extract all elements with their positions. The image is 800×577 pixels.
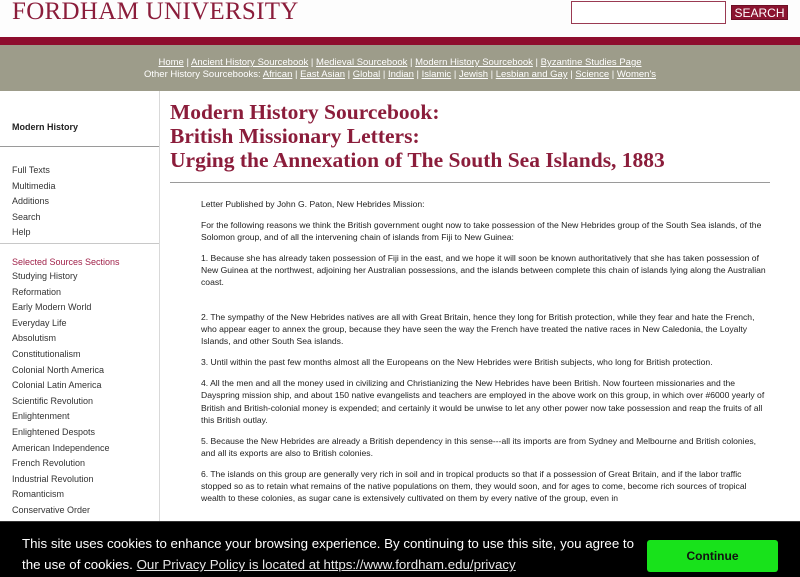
- sidebar-divider: [0, 243, 159, 244]
- reason-paragraph: 6. The islands on this group are generally very rich in soil and in tropical products so that if a possession of Great Britain, and if the labor traffic stopped so as to retain what remains of the native populations on them, they would soon, and for ages to come, become rich sources of tropical wealth to these colonies, as sugar cane is extensively cultivated on them by every native of the group, even in: [201, 468, 747, 504]
- nav-link-medieval[interactable]: Medieval Sourcebook: [316, 57, 408, 68]
- page-title-line: Urging the Annexation of The South Sea Islands, 1883: [170, 148, 665, 172]
- sidebar-section-constitutionalism[interactable]: Constitutionalism: [12, 348, 81, 359]
- reason-paragraph: 3. Until within the past few months almost all the Europeans on the New Hebrides were British subjects, who long for British protection.: [201, 357, 713, 368]
- nav-link-science[interactable]: Science: [575, 69, 610, 80]
- site-header: [0, 0, 800, 37]
- nav-separator: |: [567, 69, 576, 80]
- reason-paragraph: 1. Because she has already taken possession of Fiji in the east, and we hope it will soon be known authoritatively that she has taken possession of New Guinea at the northwest, adjoining her Australian possessions, and the islands between complete this chain of islands lying along the Australian coast.: [201, 252, 766, 288]
- sidebar-menu: [12, 163, 56, 241]
- sidebar-section-reformation[interactable]: Reformation: [12, 286, 62, 297]
- nav-separator: |: [183, 57, 192, 68]
- sidebar-item-help[interactable]: Help: [12, 227, 31, 237]
- sidebar-section-conservative-order[interactable]: Conservative Order: [12, 504, 91, 515]
- sidebar-item-additions[interactable]: Additions: [12, 196, 50, 206]
- sidebar-section-industrial-revolution[interactable]: Industrial Revolution: [12, 473, 94, 484]
- sidebar-section-romanticism[interactable]: Romanticism: [12, 489, 65, 500]
- nav-row-other: [0, 69, 800, 81]
- sourcebook-nav: [0, 45, 800, 91]
- document-body: [201, 198, 771, 513]
- nav-separator: |: [487, 69, 496, 80]
- nav-separator: |: [413, 69, 422, 80]
- continue-button[interactable]: Continue: [647, 540, 778, 572]
- sidebar-section-studying-history[interactable]: Studying History: [12, 271, 78, 281]
- nav-link-lesbian-gay[interactable]: Lesbian and Gay: [495, 69, 568, 80]
- header-divider-bar: [0, 37, 800, 45]
- nav-link-womens[interactable]: Women's: [616, 69, 657, 80]
- nav-separator: |: [451, 69, 459, 80]
- nav-link-home[interactable]: Home: [158, 57, 184, 68]
- sidebar-item-full-texts[interactable]: Full Texts: [12, 165, 50, 175]
- search-button[interactable]: SEARCH: [731, 5, 788, 20]
- nav-link-byzantine[interactable]: Byzantine Studies Page: [540, 57, 642, 68]
- sidebar: [0, 91, 160, 531]
- nav-separator: |: [609, 69, 617, 80]
- sidebar-sections: [12, 269, 110, 519]
- sidebar-section-enlightened-despots[interactable]: Enlightened Despots: [12, 426, 96, 437]
- page-title-line: Modern History Sourcebook:: [170, 100, 440, 124]
- sidebar-item-multimedia[interactable]: Multimedia: [12, 180, 56, 191]
- nav-link-african[interactable]: African: [262, 69, 293, 80]
- sidebar-section-colonial-north-america[interactable]: Colonial North America: [12, 364, 105, 375]
- nav-separator: |: [308, 57, 317, 68]
- nav-link-jewish[interactable]: Jewish: [458, 69, 488, 80]
- page-title-line: British Missionary Letters:: [170, 124, 420, 148]
- sidebar-section-colonial-latin-america[interactable]: Colonial Latin America: [12, 380, 102, 391]
- sidebar-section-everyday-life[interactable]: Everyday Life: [12, 317, 67, 328]
- cookie-banner: [0, 521, 800, 577]
- cookie-text: This site uses cookies to enhance your browsing experience. By continuing to use this site, you agree to the use of cookies.: [22, 536, 635, 572]
- reason-paragraph: 4. All the men and all the money used in civilizing and Christianizing the New Hebrides have been British. Now fourteen missionaries and the Dayspring mission ship, and about 150 native evangelists and teachers are employed in the above work on this group, in which over #6000 yearly of British and British-colonial money is expended; and certainly it would be unwise to let any other power now take possession and reap the fruits of all this British outlay.: [201, 377, 765, 425]
- byline: Letter Published by John G. Paton, New Hebrides Mission:: [201, 199, 425, 209]
- sidebar-section-enlightenment[interactable]: Enlightenment: [12, 411, 70, 422]
- privacy-policy-link[interactable]: Our Privacy Policy is located at https://www.fordham.edu/privacy: [136, 557, 516, 572]
- nav-separator: |: [292, 69, 301, 80]
- search-input[interactable]: [571, 1, 726, 24]
- sidebar-section-american-independence[interactable]: American Independence: [12, 442, 110, 453]
- nav-link-east-asian[interactable]: East Asian: [300, 69, 346, 80]
- nav-link-indian[interactable]: Indian: [387, 69, 414, 80]
- reason-paragraph: 5. Because the New Hebrides are already a British dependency in this sense---all its imports are from Sydney and Melbourne and British colonies, and all its exports are also to British colonies.: [201, 435, 757, 458]
- nav-separator: |: [380, 69, 388, 80]
- intro-paragraph: For the following reasons we think the British government ought now to take possession of the New Hebrides group of the South Sea islands, of the Solomon group, and of all the intervening chain of islands from Fiji to New Guinea:: [201, 219, 762, 243]
- nav-link-modern[interactable]: Modern History Sourcebook: [415, 57, 533, 68]
- nav-row-primary: [0, 57, 800, 69]
- nav-separator: |: [345, 69, 353, 80]
- main-content: [170, 91, 790, 504]
- nav-other-label: Other History Sourcebooks:: [143, 69, 261, 80]
- fordham-logo[interactable]: FORDHAM UNIVERSITY: [12, 0, 299, 25]
- sidebar-section-early-modern-world[interactable]: Early Modern World: [12, 302, 92, 313]
- page-title: [170, 100, 790, 172]
- sidebar-section-absolutism[interactable]: Absolutism: [12, 333, 57, 344]
- nav-separator: |: [407, 57, 416, 68]
- title-divider: [170, 182, 770, 183]
- cookie-message: [22, 533, 652, 575]
- sidebar-item-search[interactable]: Search: [12, 211, 41, 222]
- nav-link-global[interactable]: Global: [352, 69, 381, 80]
- sidebar-title[interactable]: Modern History: [12, 122, 79, 132]
- sidebar-section-scientific-revolution[interactable]: Scientific Revolution: [12, 395, 94, 406]
- nav-separator: |: [532, 57, 541, 68]
- nav-link-islamic[interactable]: Islamic: [421, 69, 452, 80]
- sidebar-section-french-revolution[interactable]: French Revolution: [12, 458, 86, 469]
- sidebar-sections-heading: Selected Sources Sections: [12, 257, 120, 267]
- sidebar-divider: [0, 146, 159, 147]
- nav-link-ancient[interactable]: Ancient History Sourcebook: [191, 57, 309, 68]
- reason-paragraph: 2. The sympathy of the New Hebrides natives are all with Great Britain, hence they long for British protection, while they fear and hate the French, who appear eager to annex the group, because they have seen the way the French have treated the native races in New Caledonia, the Loyalty Islands, and other South Sea islands.: [201, 311, 755, 347]
